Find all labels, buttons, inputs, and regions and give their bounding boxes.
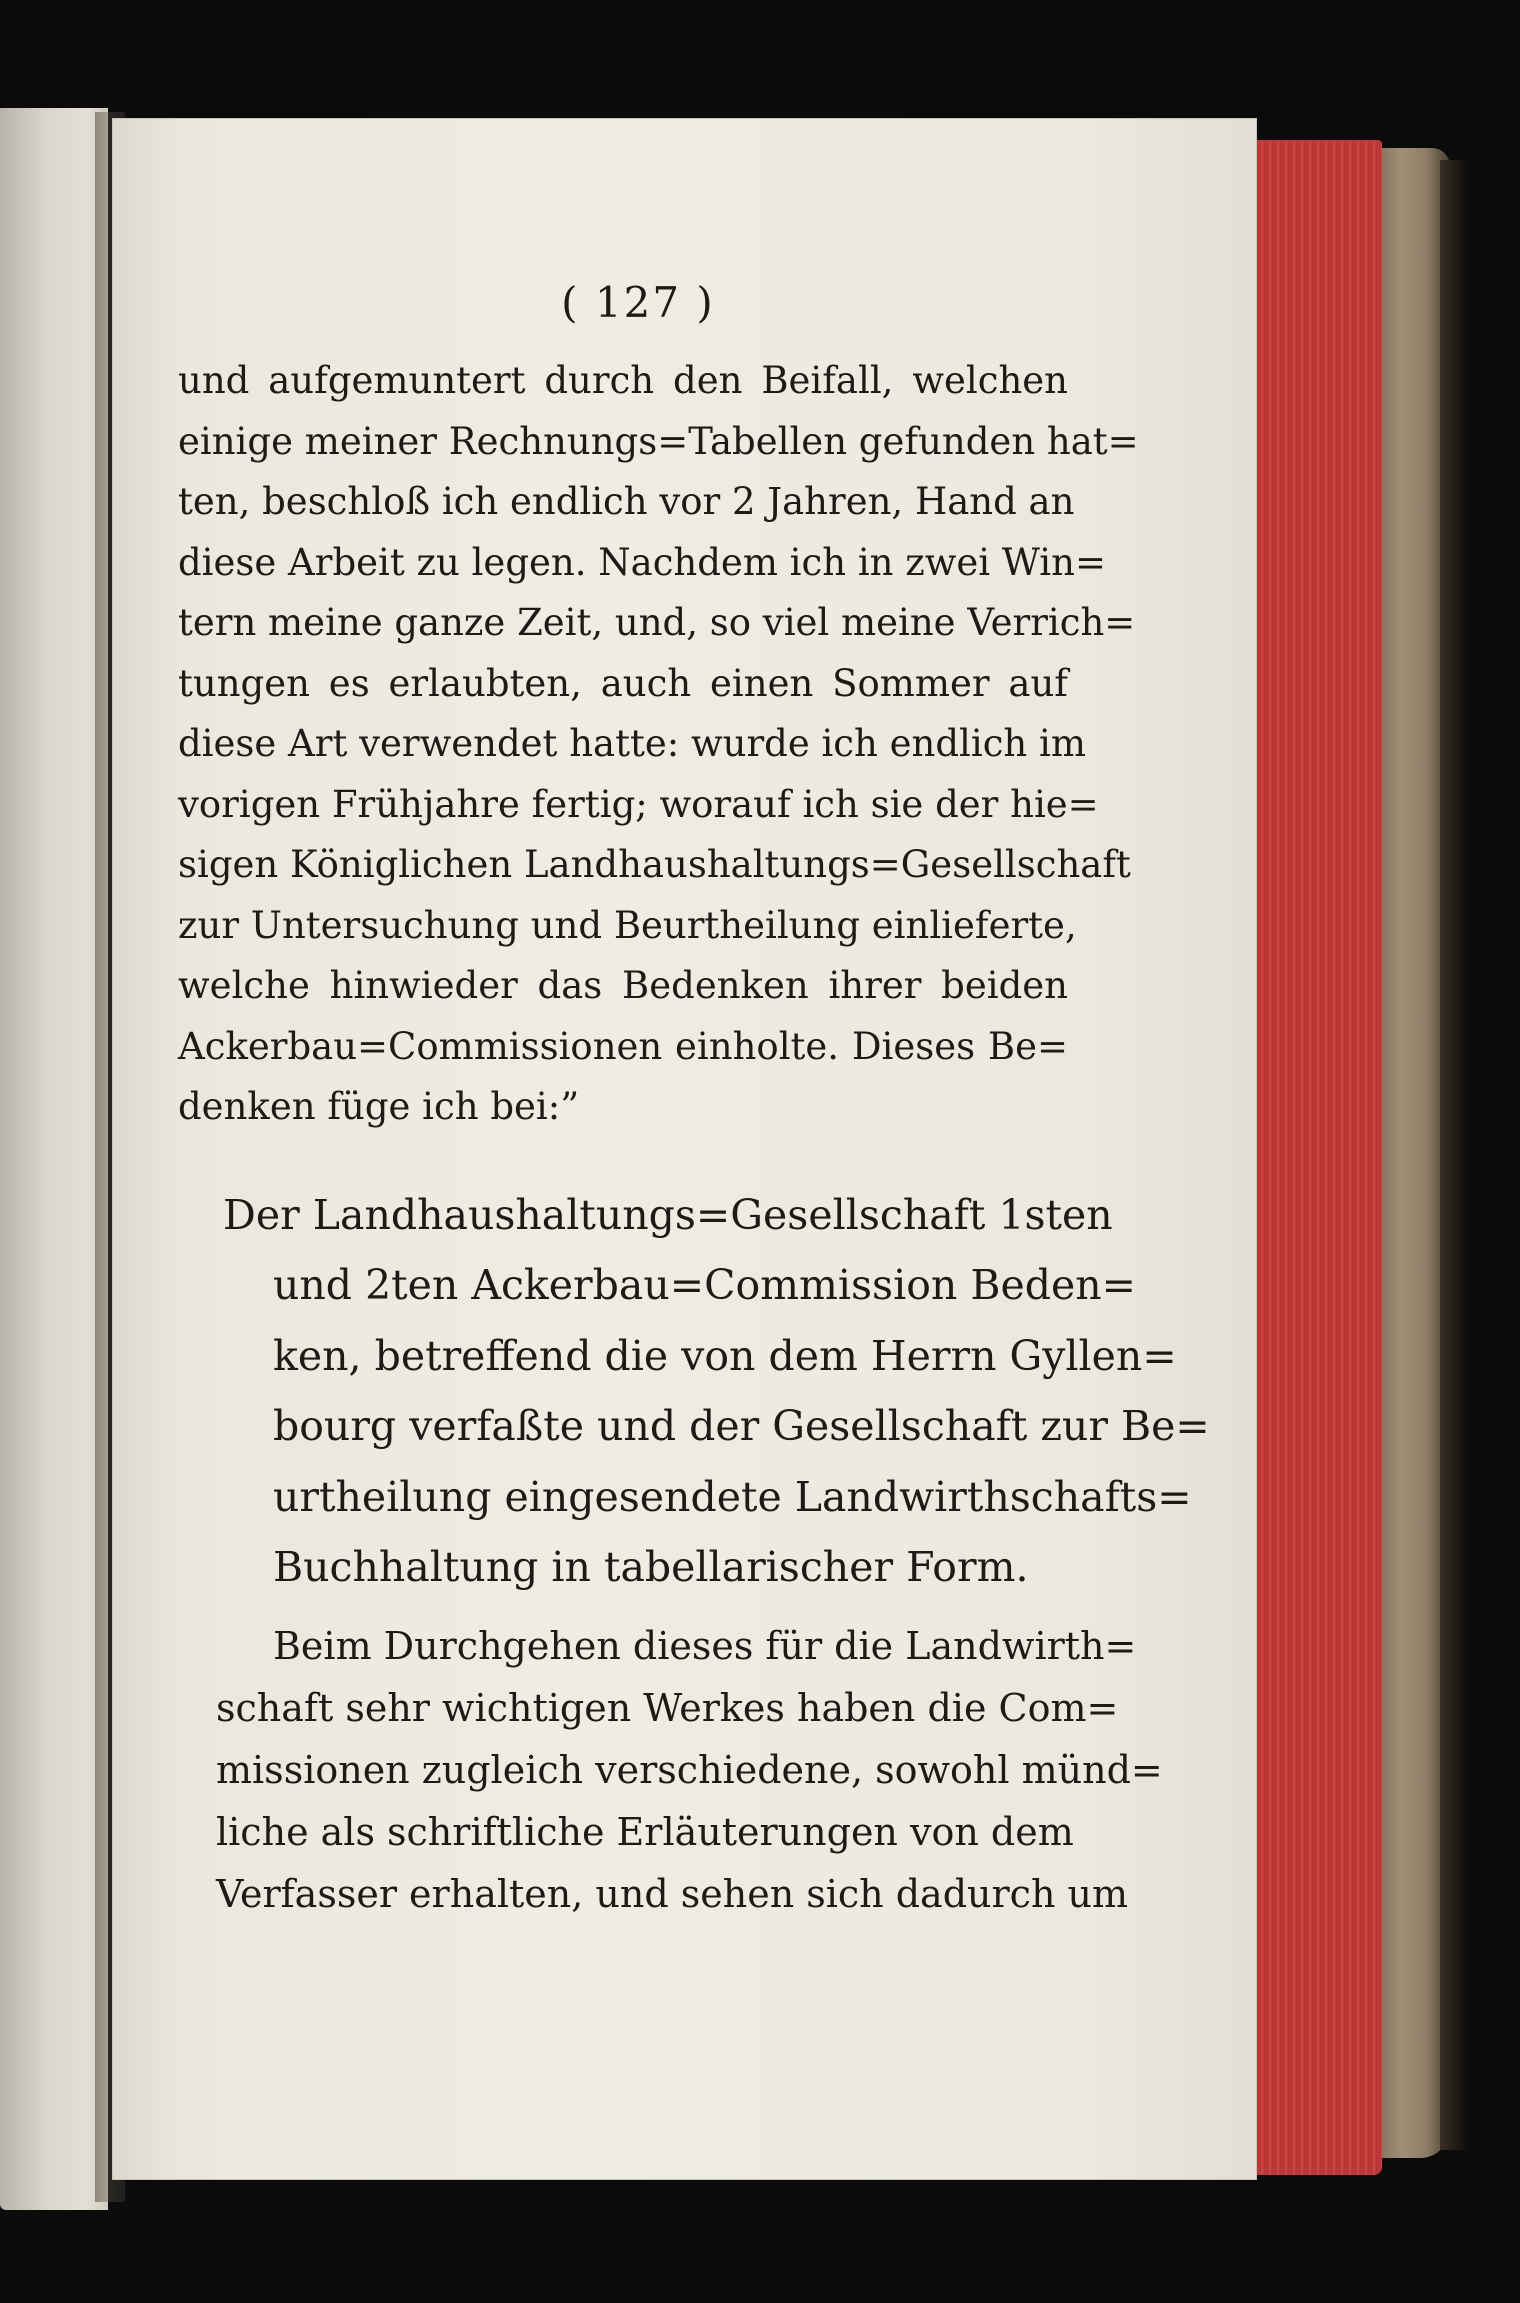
heading-line: und 2ten Ackerbau=Commission Beden= [273, 1261, 1136, 1309]
text-line: denken füge ich bei:” [178, 1085, 580, 1128]
text-line: missionen zugleich verschiedene, sowohl münd= [216, 1747, 1163, 1792]
text-line: diese Arbeit zu legen. Nachdem ich in zwei Win= [178, 540, 1106, 584]
text-line: tern meine ganze Zeit, und, so viel meine Verrich= [178, 601, 1136, 644]
text-line: Beim Durchgehen dieses für die Landwirth= [273, 1623, 1137, 1668]
text-line: liche als schriftliche Erläuterungen von dem [216, 1809, 1074, 1854]
section-heading [178, 1180, 1210, 1603]
text-line: einige meiner Rechnungs=Tabellen gefunden hat= [178, 419, 1139, 463]
page-text [178, 275, 1210, 1925]
heading-line: Buchhaltung in tabellarischer Form. [273, 1543, 1029, 1591]
text-line: und aufgemuntert durch den Beifall, welchen [178, 359, 1068, 402]
paragraph-intro [178, 351, 1139, 1138]
book-cover-edge [1370, 148, 1450, 2158]
red-page-edges [1257, 140, 1382, 2175]
text-line: zur Untersuchung und Beurtheilung einlieferte, [178, 903, 1077, 947]
heading-line: urtheilung eingesendete Landwirthschafts= [273, 1472, 1192, 1521]
text-line: Verfasser erhalten, und sehen sich dadurch um [216, 1871, 1129, 1916]
paragraph-review [178, 1615, 1163, 1925]
text-line: diese Art verwendet hatte: wurde ich endlich im [178, 722, 1086, 765]
left-page [0, 108, 108, 2210]
text-line: ten, beschloß ich endlich vor 2 Jahren, Hand an [178, 480, 1075, 523]
text-line: tungen es erlaubten, auch einen Sommer auf [178, 661, 1068, 705]
page-number: ( 127 ) [561, 278, 715, 327]
text-line: vorigen Frühjahre fertig; worauf ich sie der hie= [178, 782, 1099, 826]
text-line: schaft sehr wichtigen Werkes haben die Com= [216, 1685, 1119, 1730]
heading-line: bourg verfaßte und der Gesellschaft zur Be= [273, 1402, 1210, 1450]
cover-shadow [1440, 160, 1470, 2150]
text-line: Ackerbau=Commissionen einholte. Dieses Be= [178, 1024, 1068, 1068]
text-line: welche hinwieder das Bedenken ihrer beiden [178, 964, 1068, 1007]
heading-line: ken, betreffend die von dem Herrn Gyllen= [273, 1331, 1177, 1380]
heading-line: Der Landhaushaltungs=Gesellschaft 1sten [223, 1190, 1113, 1239]
text-line: sigen Königlichen Landhaushaltungs=Gesellschaft [178, 843, 1131, 886]
